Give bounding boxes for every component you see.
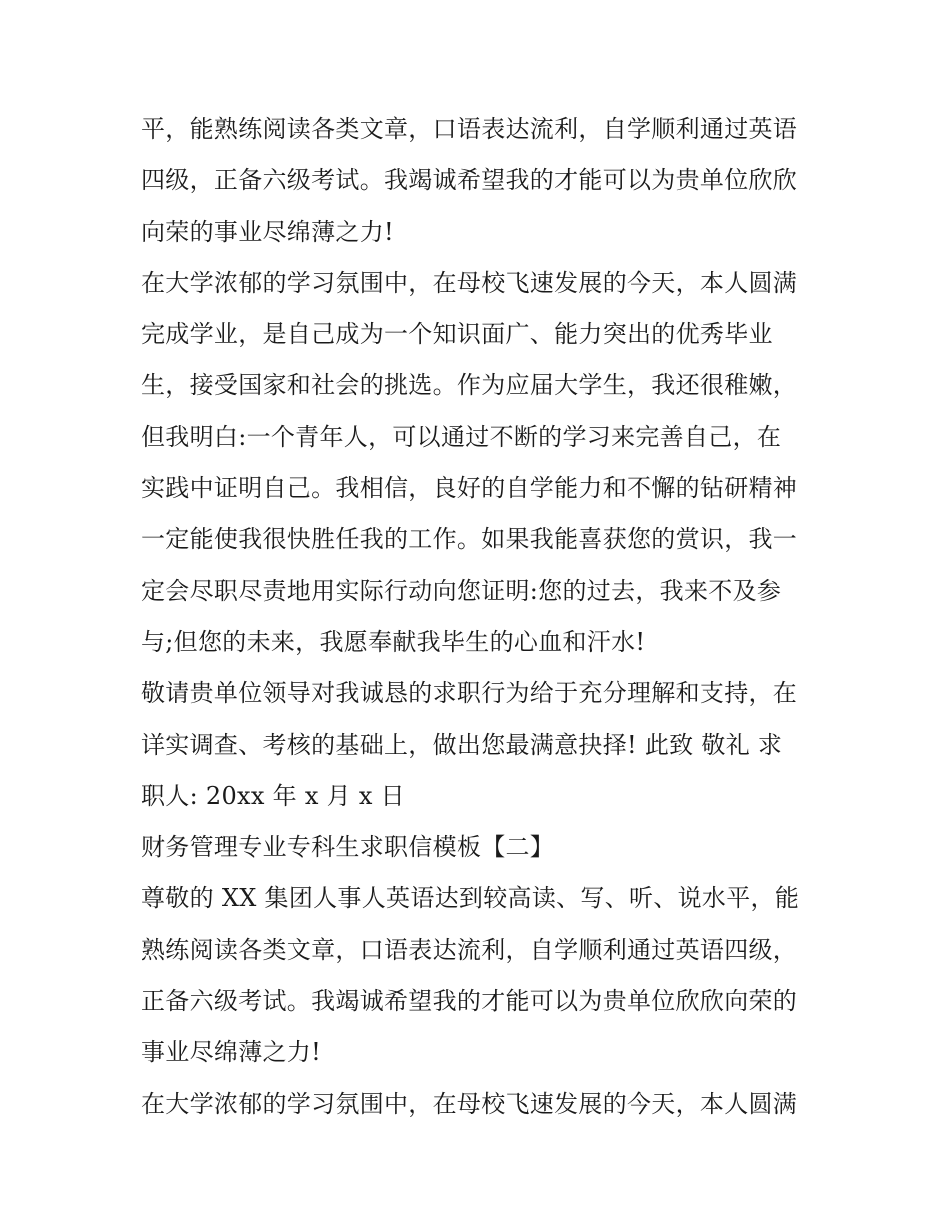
text-line: 完成学业，是自己成为一个知识面广、能力突出的优秀毕业 xyxy=(141,320,773,349)
text-line: 一定能使我很快胜任我的工作。如果我能喜获您的赏识，我一 xyxy=(141,525,798,554)
text-line: 实践中证明自己。我相信，良好的自学能力和不懈的钻研精神 xyxy=(141,474,798,503)
text-line: 定会尽职尽责地用实际行动向您证明:您的过去，我来不及参 xyxy=(141,576,782,605)
text-line: 平，能熟练阅读各类文章，口语表达流利，自学顺利通过英语 xyxy=(141,115,798,143)
text-line: 正备六级考试。我竭诚希望我的才能可以为贵单位欣欣向荣的 xyxy=(141,987,798,1016)
text-line: 事业尽绵薄之力! xyxy=(141,1038,322,1067)
text-line: 详实调查、考核的基础上，做出您最满意抉择! 此致 敬礼 求 xyxy=(141,730,783,759)
text-line: 尊敬的 XX 集团人事人英语达到较高读、写、听、说水平，能 xyxy=(141,884,800,913)
text-line: 在大学浓郁的学习氛围中，在母校飞速发展的今天，本人圆满 xyxy=(141,268,798,297)
text-line: 熟练阅读各类文章，口语表达流利，自学顺利通过英语四级， xyxy=(141,935,798,964)
text-line: 在大学浓郁的学习氛围中，在母校飞速发展的今天，本人圆满 xyxy=(141,1089,798,1118)
signature-date-line: 职人: 20xx 年 x 月 x 日 xyxy=(141,781,405,810)
document-body xyxy=(141,104,813,1130)
text-line: 生，接受国家和社会的挑选。作为应届大学生，我还很稚嫩， xyxy=(141,371,798,400)
section-heading: 财务管理专业专科生求职信模板【二】 xyxy=(141,833,555,862)
text-line: 四级，正备六级考试。我竭诚希望我的才能可以为贵单位欣欣 xyxy=(141,166,798,195)
text-line: 但我明白:一个青年人，可以通过不断的学习来完善自己，在 xyxy=(141,422,782,451)
text-line: 敬请贵单位领导对我诚恳的求职行为给于充分理解和支持，在 xyxy=(141,679,798,708)
text-line: 向荣的事业尽绵薄之力! xyxy=(141,217,394,246)
text-line: 与;但您的未来，我愿奉献我毕生的心血和汗水! xyxy=(141,627,646,656)
